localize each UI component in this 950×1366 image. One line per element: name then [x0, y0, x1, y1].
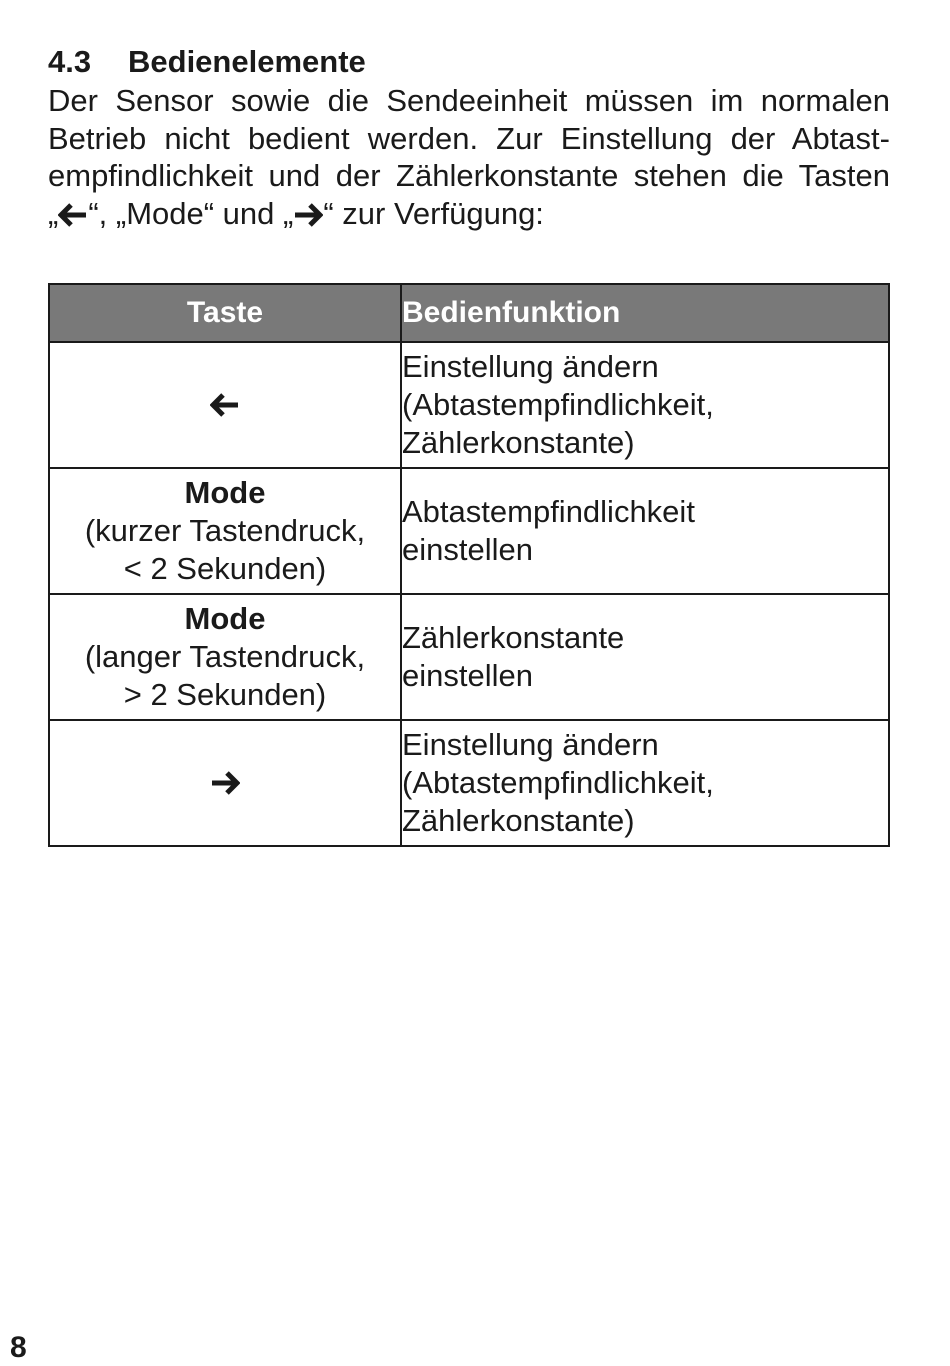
key-cell [49, 720, 401, 846]
arrow-right-icon [210, 766, 240, 804]
section-number: 4.3 [48, 44, 92, 79]
key-cell [49, 342, 401, 468]
section-title: Bedienelemente [128, 44, 366, 79]
section-heading [48, 42, 366, 82]
key-label: Mode [184, 475, 266, 510]
header-function: Bedienfunktion [401, 284, 889, 342]
header-key: Taste [49, 284, 401, 342]
function-cell [401, 720, 889, 846]
function-line: einstellen [402, 532, 533, 567]
intro-line: Der Sensor sowie die Sendeeinheit müssen im normalen [48, 83, 890, 118]
intro-paragraph [48, 82, 890, 235]
function-line: Zählerkonstante) [402, 425, 635, 460]
function-cell [401, 342, 889, 468]
intro-text-segment: “, „Mode“ und „ [88, 195, 294, 231]
function-line: Zählerkonstante) [402, 803, 635, 838]
function-line: (Abtastempfindlichkeit, [402, 387, 714, 422]
table-row [49, 594, 889, 720]
arrow-left-icon [210, 388, 240, 426]
table-row [49, 342, 889, 468]
key-label: Mode [184, 601, 266, 636]
intro-line: Betrieb nicht bedient werden. Zur Einstellung der Abtast- [48, 120, 890, 156]
key-detail: < 2 Sekunden) [123, 551, 327, 586]
controls-table [48, 283, 890, 847]
function-line: einstellen [402, 658, 533, 693]
intro-text-segment: “ zur Verfügung: [323, 195, 544, 231]
arrow-left-icon [58, 198, 88, 236]
page-number: 8 [10, 1331, 27, 1364]
arrow-right-icon [293, 198, 323, 236]
function-line: Zählerkonstante [402, 620, 625, 655]
function-line: (Abtastempfindlichkeit, [402, 765, 714, 800]
key-detail: (kurzer Tastendruck, [84, 513, 366, 548]
function-cell [401, 468, 889, 594]
intro-line [48, 195, 890, 236]
key-detail: (langer Tastendruck, [84, 639, 366, 674]
function-line: Abtastempfindlichkeit [402, 494, 695, 529]
intro-line: empfindlichkeit und der Zählerkonstante stehen die Tasten [48, 158, 890, 193]
function-line: Einstellung ändern [402, 349, 659, 384]
table-header-row [49, 284, 889, 342]
function-cell [401, 594, 889, 720]
function-line: Einstellung ändern [402, 727, 659, 762]
key-cell [49, 468, 401, 594]
key-detail: > 2 Sekunden) [123, 677, 327, 712]
key-cell [49, 594, 401, 720]
quote-open: „ [48, 195, 59, 231]
table-row [49, 468, 889, 594]
table-row [49, 720, 889, 846]
